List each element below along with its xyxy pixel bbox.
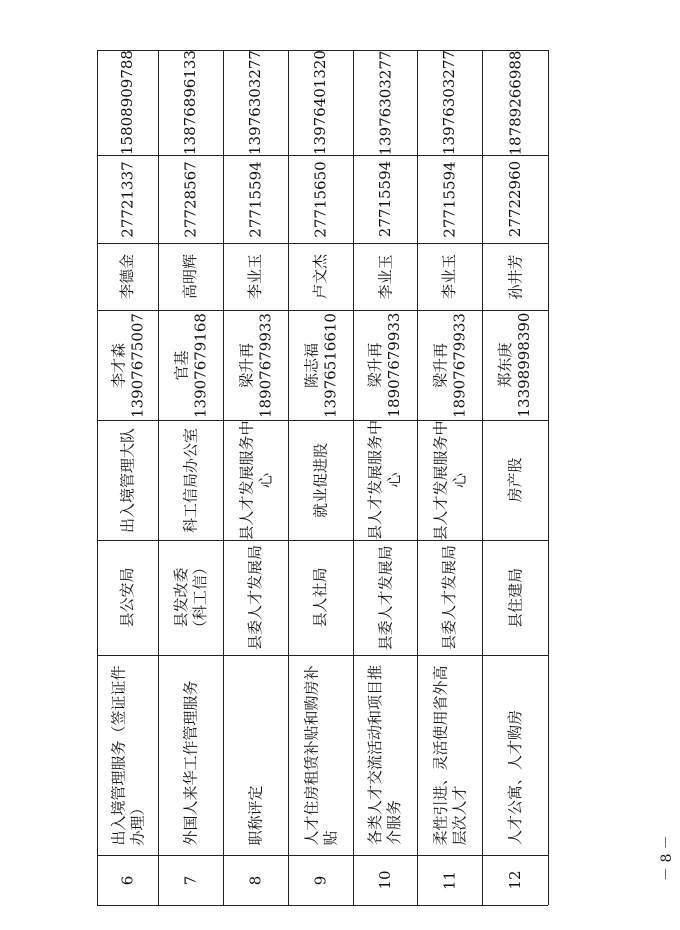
page-number: － 8 － bbox=[659, 835, 675, 881]
table-cell-tel bbox=[97, 155, 158, 243]
cell-text: 就业促进股 bbox=[311, 442, 330, 518]
cell-text: 13907675007 bbox=[127, 312, 146, 418]
table-cell-no bbox=[223, 855, 288, 905]
table-cell-dept bbox=[223, 540, 288, 655]
cell-text: 孙井芳 bbox=[505, 254, 524, 300]
cell-text: 10 bbox=[375, 870, 394, 890]
cell-text: 6 bbox=[118, 875, 137, 885]
cell-text: 职称评定 bbox=[246, 784, 265, 845]
table-cell-item bbox=[353, 655, 417, 855]
cell-text: 陈志福 bbox=[301, 342, 320, 388]
cell-text: 13976303277 bbox=[375, 50, 394, 155]
cell-text: 18907679933 bbox=[449, 312, 468, 418]
cell-text: 县委人才发展局 bbox=[375, 545, 394, 651]
table-cell-contact1 bbox=[158, 310, 223, 420]
cell-text: 27715594 bbox=[246, 160, 265, 238]
table-cell-mobile bbox=[482, 50, 548, 155]
table-cell-item bbox=[158, 655, 223, 855]
table-cell-item bbox=[288, 655, 353, 855]
table-cell-dept bbox=[417, 540, 482, 655]
table-cell-contact2 bbox=[482, 243, 548, 310]
table-cell-mobile bbox=[158, 50, 223, 155]
table-cell-contact2 bbox=[158, 243, 223, 310]
cell-text: 13976516610 bbox=[320, 312, 339, 418]
table-cell-mobile bbox=[97, 50, 158, 155]
table-cell-unit bbox=[417, 420, 482, 540]
table-cell-tel bbox=[482, 155, 548, 243]
cell-text: 科工信局办公室 bbox=[181, 427, 200, 533]
cell-text: 13976303277 bbox=[246, 50, 265, 155]
cell-text: 7 bbox=[181, 875, 200, 885]
table-cell-contact1 bbox=[288, 310, 353, 420]
table-cell-mobile bbox=[223, 50, 288, 155]
table-cell-mobile bbox=[417, 50, 482, 155]
cell-text: 27715594 bbox=[375, 160, 394, 238]
table-cell-contact1 bbox=[353, 310, 417, 420]
table-cell-contact1 bbox=[482, 310, 548, 420]
table-cell-unit bbox=[288, 420, 353, 540]
table-cell-contact2 bbox=[223, 243, 288, 310]
cell-text: （科工信） bbox=[190, 560, 209, 636]
cell-text: 13876896133 bbox=[181, 50, 200, 155]
table-cell-contact2 bbox=[97, 243, 158, 310]
cell-text: 18789266988 bbox=[505, 50, 524, 155]
cell-text: 13907679168 bbox=[190, 312, 209, 418]
table-border bbox=[548, 50, 549, 905]
cell-text: 13398998390 bbox=[515, 312, 533, 418]
table-cell-item bbox=[223, 655, 288, 855]
table-cell-no bbox=[158, 855, 223, 905]
cell-text: 县委人才发展局 bbox=[440, 545, 459, 651]
table-cell-unit bbox=[158, 420, 223, 540]
table-cell-dept bbox=[482, 540, 548, 655]
table-cell-tel bbox=[288, 155, 353, 243]
cell-text: 27721337 bbox=[118, 160, 137, 238]
table-cell-tel bbox=[353, 155, 417, 243]
table-cell-contact2 bbox=[353, 243, 417, 310]
table-cell-no bbox=[417, 855, 482, 905]
cell-text: 13976303277 bbox=[440, 50, 459, 155]
cell-text: 县人才发展服务中心 bbox=[236, 419, 274, 540]
table-cell-no bbox=[288, 855, 353, 905]
cell-text: 县人才发展服务中心 bbox=[430, 419, 468, 540]
cell-text: 27715594 bbox=[440, 160, 459, 238]
table-cell-dept bbox=[158, 540, 223, 655]
table-cell-dept bbox=[288, 540, 353, 655]
cell-text: 柔性引进、灵活使用省外高层次人才 bbox=[430, 664, 468, 845]
cell-text: 县人才发展服务中心 bbox=[366, 419, 403, 540]
cell-text: 李业玉 bbox=[375, 254, 394, 300]
cell-text: 李业玉 bbox=[246, 254, 265, 300]
cell-text: 各类人才交流活动和项目推介服务 bbox=[366, 664, 403, 845]
cell-text: 18907679933 bbox=[385, 312, 403, 418]
cell-text: 李德金 bbox=[118, 254, 137, 300]
table-cell-mobile bbox=[288, 50, 353, 155]
table-cell-item bbox=[482, 655, 548, 855]
cell-text: 官基 bbox=[171, 350, 190, 381]
cell-text: 梁升再 bbox=[430, 342, 449, 388]
cell-text: 县住建局 bbox=[505, 567, 524, 628]
cell-text: 9 bbox=[311, 875, 330, 885]
cell-text: 外国人来华工作管理服务 bbox=[181, 679, 200, 845]
table-cell-no bbox=[353, 855, 417, 905]
table-cell-tel bbox=[158, 155, 223, 243]
cell-text: 县人社局 bbox=[311, 567, 330, 628]
cell-text: 27715650 bbox=[311, 160, 330, 238]
cell-text: 高明辉 bbox=[181, 254, 200, 300]
table-cell-contact2 bbox=[288, 243, 353, 310]
cell-text: 18907679933 bbox=[255, 312, 274, 418]
cell-text: 出入境管理大队 bbox=[118, 427, 137, 533]
table-cell-tel bbox=[223, 155, 288, 243]
table-cell-unit bbox=[353, 420, 417, 540]
table-cell-contact1 bbox=[97, 310, 158, 420]
table-cell-item bbox=[417, 655, 482, 855]
table-cell-tel bbox=[417, 155, 482, 243]
table-cell-contact1 bbox=[417, 310, 482, 420]
cell-text: 13976401320 bbox=[311, 50, 330, 155]
cell-text: 李业玉 bbox=[440, 254, 459, 300]
table-cell-mobile bbox=[353, 50, 417, 155]
table-cell-no bbox=[97, 855, 158, 905]
cell-text: 县发改委 bbox=[171, 567, 190, 628]
cell-text: 县委人才发展局 bbox=[246, 545, 265, 651]
table-cell-unit bbox=[97, 420, 158, 540]
cell-text: 房产股 bbox=[505, 457, 524, 503]
table-cell-unit bbox=[223, 420, 288, 540]
cell-text: 人才公寓、人才购房 bbox=[505, 709, 524, 845]
cell-text: 县公安局 bbox=[118, 567, 137, 628]
cell-text: 8 bbox=[246, 875, 265, 885]
cell-text: 11 bbox=[440, 870, 459, 890]
cell-text: 郑东庚 bbox=[496, 342, 515, 388]
table-cell-dept bbox=[97, 540, 158, 655]
cell-text: 27728567 bbox=[181, 160, 200, 238]
cell-text: 27722960 bbox=[505, 160, 524, 238]
cell-text: 12 bbox=[505, 870, 524, 890]
cell-text: 梁升再 bbox=[366, 342, 385, 388]
cell-text: 梁升再 bbox=[236, 342, 255, 388]
table-cell-dept bbox=[353, 540, 417, 655]
table-cell-item bbox=[97, 655, 158, 855]
cell-text: 李才森 bbox=[108, 342, 127, 388]
table-cell-contact1 bbox=[223, 310, 288, 420]
table-cell-no bbox=[482, 855, 548, 905]
cell-text: 出入境管理服务（签证证件办理） bbox=[108, 664, 146, 845]
table-cell-contact2 bbox=[417, 243, 482, 310]
cell-text: 人才住房租赁补贴和购房补贴 bbox=[301, 664, 339, 845]
cell-text: 卢文杰 bbox=[311, 254, 330, 300]
cell-text: 15808909788 bbox=[118, 50, 137, 155]
table-cell-unit bbox=[482, 420, 548, 540]
